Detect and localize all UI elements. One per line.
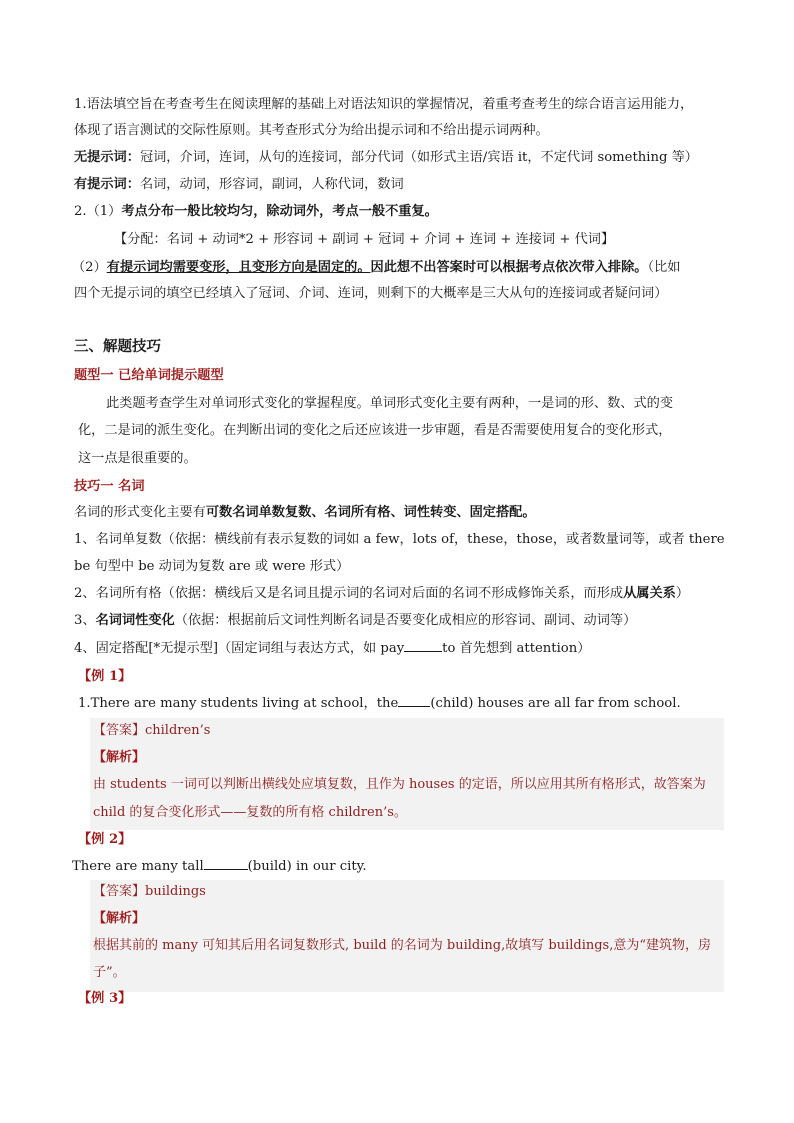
rule-4-b: to 首先想到 attention） — [442, 641, 591, 656]
rule-2-c: ） — [675, 586, 690, 601]
skill-1-title: 技巧一 名词 — [74, 479, 145, 494]
example-1-analysis-label: 【解析】 — [93, 750, 146, 765]
fill-blank — [204, 857, 248, 870]
point-3-tail: （比如 — [647, 260, 681, 275]
rule-2-a: 2、名词所有格（依据：横线后又是名词且提示词的名词对后面的名词不形成修饰关系，而形成 — [74, 586, 624, 601]
example-1-answer: 【答案】children’s — [93, 723, 211, 738]
rule-2-b: 从属关系 — [623, 586, 676, 601]
no-hint-text: 冠词，介词，连词，从句的连接词，部分代词（如形式主语/宾语 it，不定代词 something 等） — [139, 150, 698, 165]
no-hint-words-line — [74, 148, 698, 168]
skill-1-intro-a: 名词的形式变化主要有 — [74, 505, 206, 520]
point-3-bold-underline: 有提示词均需要变形，且变形方向是固定的。 — [106, 260, 371, 275]
example-2-question — [72, 857, 367, 877]
allocation-line: 【分配：名词 + 动词*2 + 形容词 + 副词 + 冠词 + 介词 + 连词 + 连接词 + 代词】 — [114, 232, 615, 247]
skill-1-intro-b: 可数名词单数复数、名词所有格、词性转变、固定搭配。 — [205, 505, 536, 520]
point-2-bold: 考点分布一般比较均匀，除动词外，考点一般不重复。 — [121, 204, 438, 219]
type-1-title: 题型一 已给单词提示题型 — [74, 368, 224, 383]
point-2-prefix: 2.（1） — [74, 204, 122, 219]
rule-3-b: 名词词性变化 — [95, 613, 175, 628]
skill-1-intro — [74, 503, 536, 523]
hint-words-line — [74, 175, 404, 195]
rule-3-line — [74, 611, 636, 631]
hint-label: 有提示词： — [74, 177, 140, 192]
example-2-question-b: (build) in our city. — [247, 859, 367, 874]
example-1-label: 【例 1】 — [78, 669, 132, 684]
rule-1-line-2: be 句型中 be 动词为复数 are 或 were 形式） — [74, 559, 350, 574]
intro-paragraph-1-line-2: 体现了语言测试的交际性原则。其考查形式分为给出提示词和不给出提示词两种。 — [74, 123, 549, 138]
hint-text: 名词，动词，形容词，副词，人称代词，数词 — [139, 177, 404, 192]
type-1-paragraph-line-3: 这一点是很重要的。 — [78, 451, 197, 466]
example-1-analysis-line-1: 由 students 一词可以判断出横线处应填复数，且作为 houses 的定语，所以应用其所有格形式，故答案为 — [93, 777, 706, 792]
rule-4-line — [74, 639, 590, 659]
section-3-title: 三、解题技巧 — [74, 338, 161, 355]
point-2-line — [74, 202, 438, 222]
example-1-analysis-line-2: child 的复合变化形式——复数的所有格 children’s。 — [93, 805, 407, 820]
rule-3-a: 3、 — [74, 613, 96, 628]
example-1-question-b: (child) houses are all far from school. — [430, 696, 681, 711]
fill-blank — [398, 694, 430, 707]
type-1-paragraph-line-1: 此类题考查学生对单词形式变化的掌握程度。单词形式变化主要有两种，一是词的形、数、式的变 — [106, 396, 674, 411]
rule-1-line-1: 1、名词单复数（依据：横线前有表示复数的词如 a few，lots of，these，those，或者数量词等，或者 there — [74, 532, 725, 547]
point-3-line-1 — [72, 258, 680, 278]
intro-paragraph-1-line-1: 1.语法填空旨在考查考生在阅读理解的基础上对语法知识的掌握情况，着重考查考生的综合语言运用能力， — [74, 97, 694, 112]
example-2-label: 【例 2】 — [78, 832, 132, 847]
rule-3-c: （依据：根据前后文词性判断名词是否要变化成相应的形容词、副词、动词等） — [174, 613, 637, 628]
rule-2-line — [74, 584, 689, 604]
example-2-analysis-line-2: 子”。 — [93, 965, 126, 980]
type-1-paragraph-line-2: 化，二是词的派生变化。在判断出词的变化之后还应该进一步审题，看是否需要使用复合的变化形式， — [78, 423, 672, 438]
rule-4-a: 4、固定搭配[*无提示型]（固定词组与表达方式，如 pay — [74, 641, 405, 656]
example-1-question — [78, 694, 681, 714]
example-2-analysis-label: 【解析】 — [93, 911, 146, 926]
point-3-bold: 因此想不出答案时可以根据考点依次带入排除。 — [370, 260, 648, 275]
no-hint-label: 无提示词： — [74, 150, 140, 165]
fill-blank — [404, 639, 442, 652]
example-3-label: 【例 3】 — [78, 991, 132, 1006]
example-1-question-a: 1.There are many students living at school，the — [78, 696, 399, 711]
point-3-prefix: （2） — [72, 260, 107, 275]
point-3-line-2: 四个无提示词的填空已经填入了冠词、介词、连词，则剩下的大概率是三大从句的连接词或者疑问词） — [74, 286, 668, 301]
example-2-question-a: There are many tall — [72, 859, 204, 874]
example-2-analysis-line-1: 根据其前的 many 可知其后用名词复数形式, build 的名词为 building,故填写 buildings,意为“建筑物，房 — [93, 938, 712, 953]
example-2-answer: 【答案】buildings — [93, 884, 206, 899]
